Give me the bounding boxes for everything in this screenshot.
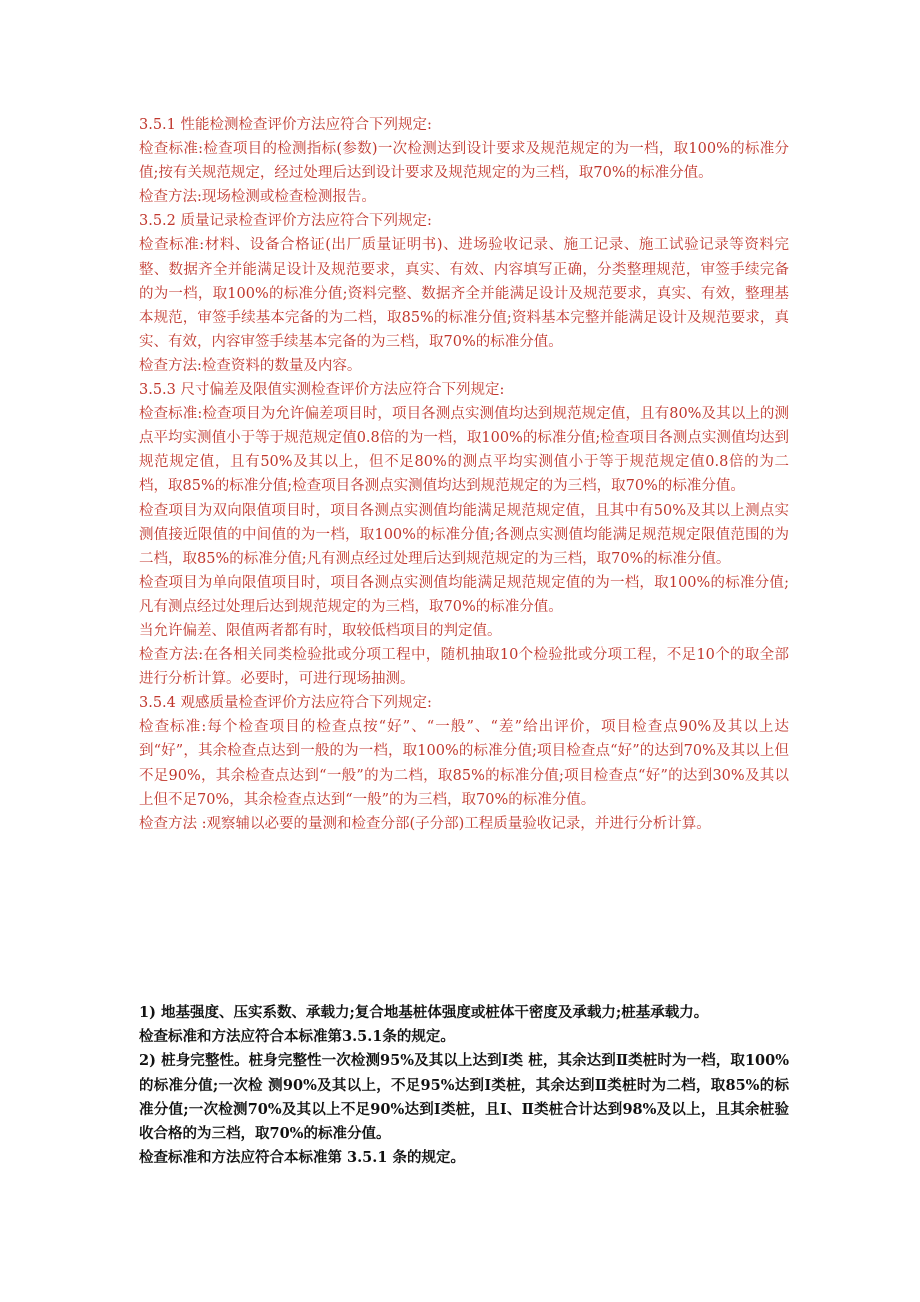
clause-3-5-3-standard-combined: 当允许偏差、限值两者都有时，取较低档项目的判定值。: [139, 622, 502, 639]
clause-3-5-4-standard: 检查标准:每个检查项目的检查点按“好”、“一般”、“差”给出评价，项目检查点90%及其以上达到“好”，其余检查点达到一般的为一档，取100%的标准分值;项目检查点“好”的达到70%及其以上但不足90%，其余检查点达到“一般”的为二档，取85%的标准分值;项目检查点“好”的达到30%及其以上但不足70%，其余检查点达到“一般”的为三档，取70%的标准分值。: [139, 719, 789, 808]
item-1-reference: 检查标准和方法应符合本标准第3.5.1条的规定。: [139, 1028, 455, 1046]
clause-3-5-3-heading: 3.5.3 尺寸偏差及限值实测检查评价方法应符合下列规定:: [139, 382, 505, 399]
clause-3-5-2-method: 检查方法:检查资料的数量及内容。: [139, 357, 362, 374]
clause-3-5-3-method: 检查方法:在各相关同类检验批或分项工程中，随机抽取10个检验批或分项工程，不足10个的取全部进行分析计算。必要时，可进行现场抽测。: [139, 647, 789, 688]
clause-3-5-1-heading: 3.5.1 性能检测检查评价方法应符合下列规定:: [139, 117, 432, 133]
clause-3-5-2-standard: 检查标准:材料、设备合格证(出厂质量证明书)、进场验收记录、施工记录、施工试验记录等资料完整、数据齐全并能满足设计及规范要求，真实、有效、内容填写正确，分类整理规范，审签手续完备的为一档，取100%的标准分值;资料完整、数据齐全并能满足设计及规范要求，真实、有效，整理基本规范，审签手续基本完备的为二档，取85%的标准分值;资料基本完整并能满足设计及规范要求，真实、有效，内容审签手续基本完备的为三档，取70%的标准分值。: [139, 237, 789, 350]
foundation-items-section: [139, 1001, 789, 1170]
clause-3-5-1-standard: 检查标准:检查项目的检测指标(参数)一次检测达到设计要求及规范规定的为一档，取100%的标准分值;按有关规范规定，经过处理后达到设计要求及规范规定的为三档，取70%的标准分值。: [139, 141, 789, 182]
item-2-pile-integrity: 2) 桩身完整性。桩身完整性一次检测95%及其以上达到I类 桩，其余达到Ⅱ类桩时为一档，取100%的标准分值;一次检 测90%及其以上，不足95%达到I类桩，其余达到Ⅱ类桩时为二档，取85%的标准分值;一次检测70%及其以上不足90%达到Ⅰ类桩，且Ⅰ、Ⅱ类桩合计达到98%及以上，且其余桩验收合格的为三档，取70%的标准分值。: [139, 1052, 789, 1143]
evaluation-methods-section: [139, 113, 789, 836]
clause-3-5-3-standard-tolerance: 检查标准:检查项目为允许偏差项目时，项目各测点实测值均达到规范规定值，且有80%及其以上的测点平均实测值小于等于规范规定值0.8倍的为一档，取100%的标准分值;检查项目各测点实测值均达到规范规定值，且有50%及其以上，但不足80%的测点平均实测值小于等于规范规定值0.8倍的为二档，取85%的标准分值;检查项目各测点实测值均达到规范规定的为三档，取70%的标准分值。: [139, 406, 789, 495]
clause-3-5-4-method: 检查方法 :观察辅以必要的量测和检查分部(子分部)工程质量验收记录，并进行分析计算。: [139, 815, 711, 832]
clause-3-5-3-standard-bidirectional: 检查项目为双向限值项目时，项目各测点实测值均能满足规范规定值，且其中有50%及其以上测点实测值接近限值的中间值的为一档，取100%的标准分值;各测点实测值均能满足规范规定限值范围的为二档，取85%的标准分值;凡有测点经过处理后达到规范规定的为三档，取70%的标准分值。: [139, 502, 789, 567]
clause-3-5-3-standard-unidirectional: 检查项目为单向限值项目时，项目各测点实测值均能满足规范规定值的为一档，取100%的标准分值;凡有测点经过处理后达到规范规定的为三档，取70%的标准分值。: [139, 574, 789, 615]
clause-3-5-4-heading: 3.5.4 观感质量检查评价方法应符合下列规定:: [139, 695, 432, 712]
item-1-foundation-strength: 1) 地基强度、压实系数、承载力;复合地基桩体强度或桩体干密度及承载力;桩基承载力。: [139, 1004, 709, 1021]
clause-3-5-1-method: 检查方法:现场检测或检查检测报告。: [139, 189, 376, 206]
item-2-reference: 检查标准和方法应符合本标准第 3.5.1 条的规定。: [139, 1149, 465, 1167]
clause-3-5-2-heading: 3.5.2 质量记录检查评价方法应符合下列规定:: [139, 213, 432, 230]
